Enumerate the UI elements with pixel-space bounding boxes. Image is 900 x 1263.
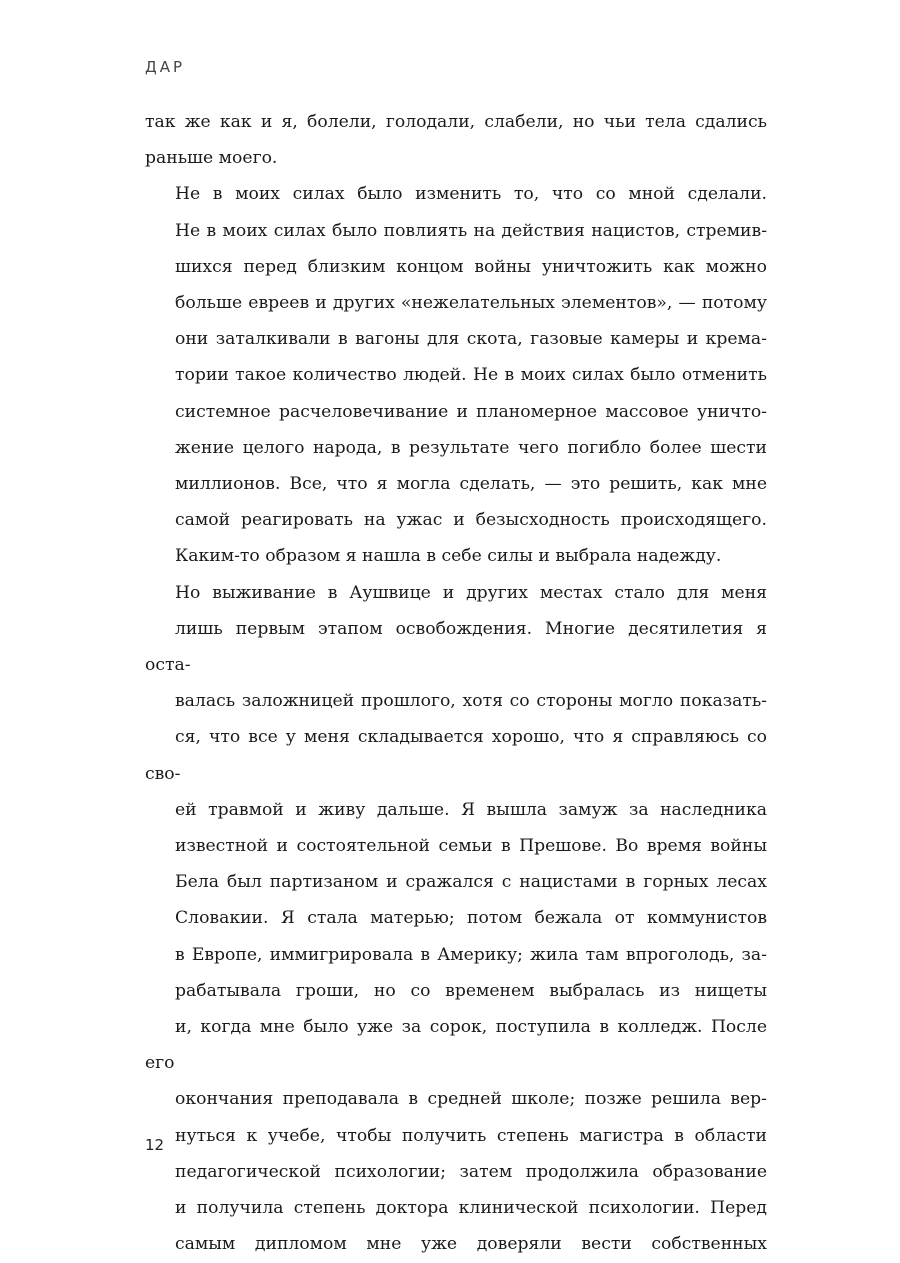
text-line: педагогической психологии; затем продолжила образование bbox=[175, 1161, 767, 1182]
text-line: ся, что все у меня складывается хорошо, что я справляюсь со сво- bbox=[145, 727, 767, 784]
text-line: так же как и я, болели, голодали, слабели, но чьи тела сдались bbox=[145, 112, 767, 132]
text-line: Не в моих силах было изменить то, что со мной сделали. bbox=[175, 184, 767, 205]
running-head: ДАР bbox=[145, 58, 186, 76]
text-line: ей травмой и живу дальше. Я вышла замуж за наследника bbox=[175, 799, 767, 820]
page-number: 12 bbox=[145, 1136, 165, 1154]
text-line: и, когда мне было уже за сорок, поступила в колледж. После его bbox=[145, 1017, 767, 1074]
paragraph bbox=[145, 104, 767, 176]
text-line: миллионов. Все, что я могла сделать, — это решить, как мне bbox=[175, 474, 767, 495]
text-line: системное расчеловечивание и планомерное массовое уничто- bbox=[175, 401, 767, 422]
text-line: больше евреев и других «нежелательных элементов», — потому bbox=[175, 293, 767, 314]
text-line: Не в моих силах было повлиять на действия нацистов, стремив- bbox=[175, 220, 767, 241]
paragraph bbox=[145, 176, 767, 574]
text-line: Каким-то образом я нашла в себе силы и выбрала надежду. bbox=[175, 546, 722, 567]
text-line: тории такое количество людей. Не в моих силах было отменить bbox=[175, 365, 767, 386]
text-line: и получила степень доктора клинической психологии. Перед bbox=[175, 1198, 767, 1219]
text-line: они заталкивали в вагоны для скота, газовые камеры и крема- bbox=[175, 329, 767, 350]
text-line: известной и состоятельной семьи в Прешове. Во время войны bbox=[175, 836, 767, 857]
text-line: Словакии. Я стала матерью; потом бежала от коммунистов bbox=[175, 908, 767, 929]
text-line: самым дипломом мне уже доверяли вести собственных bbox=[175, 1234, 767, 1255]
text-line: нуться к учебе, чтобы получить степень магистра в области bbox=[175, 1125, 767, 1146]
text-line: валась заложницей прошлого, хотя со стороны могло показать- bbox=[175, 691, 767, 712]
text-line: Но выживание в Аушвице и других местах стало для меня bbox=[175, 582, 767, 603]
text-line: жение целого народа, в результате чего погибло более шести bbox=[175, 437, 767, 458]
text-line: окончания преподавала в средней школе; позже решила вер- bbox=[175, 1089, 767, 1110]
body-text bbox=[145, 104, 767, 1263]
text-line: самой реагировать на ужас и безысходность происходящего. bbox=[175, 510, 767, 531]
text-line: в Европе, иммигрировала в Америку; жила там впроголодь, за- bbox=[175, 944, 767, 965]
paragraph bbox=[145, 575, 767, 1263]
text-line: Бела был партизаном и сражался с нацистами в горных лесах bbox=[175, 872, 767, 893]
text-line: лишь первым этапом освобождения. Многие десятилетия я оста- bbox=[145, 618, 767, 676]
text-line: шихся перед близким концом войны уничтожить как можно bbox=[175, 256, 767, 277]
text-line: раньше моего. bbox=[145, 148, 278, 169]
text-line: рабатывала гроши, но со временем выбралась из нищеты bbox=[175, 980, 767, 1001]
